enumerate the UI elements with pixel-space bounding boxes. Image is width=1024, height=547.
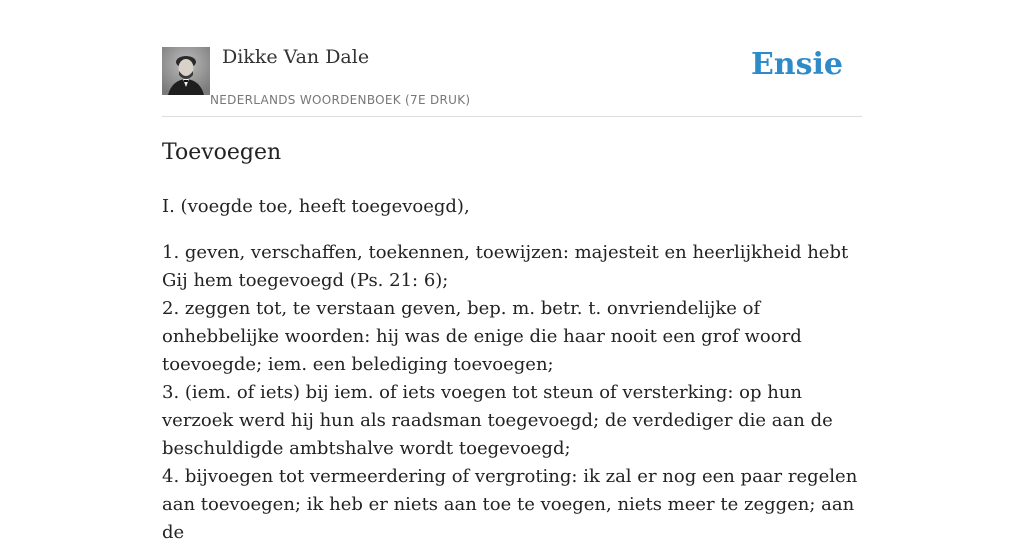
- definition-item: 2. zeggen tot, te verstaan geven, bep. m. betr. t. onvriendelijke of onhebbelijke woorden: hij was de enige die haar nooit een grof woord toevoegde; iem. een belediging toevoegen;: [162, 298, 802, 375]
- page: [162, 0, 862, 543]
- definition-item: 4. bijvoegen tot vermeerdering of vergroting: ik zal er nog een paar regelen aan toevoegen; ik heb er niets aan toe te voegen, niets meer te zeggen; aan de: [162, 466, 858, 543]
- avatar[interactable]: [162, 47, 210, 95]
- definition-item: 1. geven, verschaffen, toekennen, toewijzen: majesteit en heerlijkheid hebt Gij hem toegevoegd (Ps. 21: 6);: [162, 242, 849, 291]
- entry-title: Toevoegen: [162, 140, 282, 165]
- brand-logo[interactable]: Ensie: [750, 47, 843, 82]
- author-name[interactable]: Dikke Van Dale: [222, 46, 370, 68]
- entry-definitions: [162, 239, 862, 547]
- definition-item: 3. (iem. of iets) bij iem. of iets voegen tot steun of versterking: op hun verzoek werd hij hun als raadsman toegevoegd; de verdediger die aan de beschuldigde ambtshalve wordt toegevoegd;: [162, 382, 833, 459]
- author-portrait-icon: [162, 47, 210, 95]
- source-label[interactable]: NEDERLANDS WOORDENBOEK (7E DRUK): [210, 93, 471, 107]
- entry-intro: I. (voegde toe, heeft toegevoegd),: [162, 196, 470, 217]
- header: [162, 0, 862, 117]
